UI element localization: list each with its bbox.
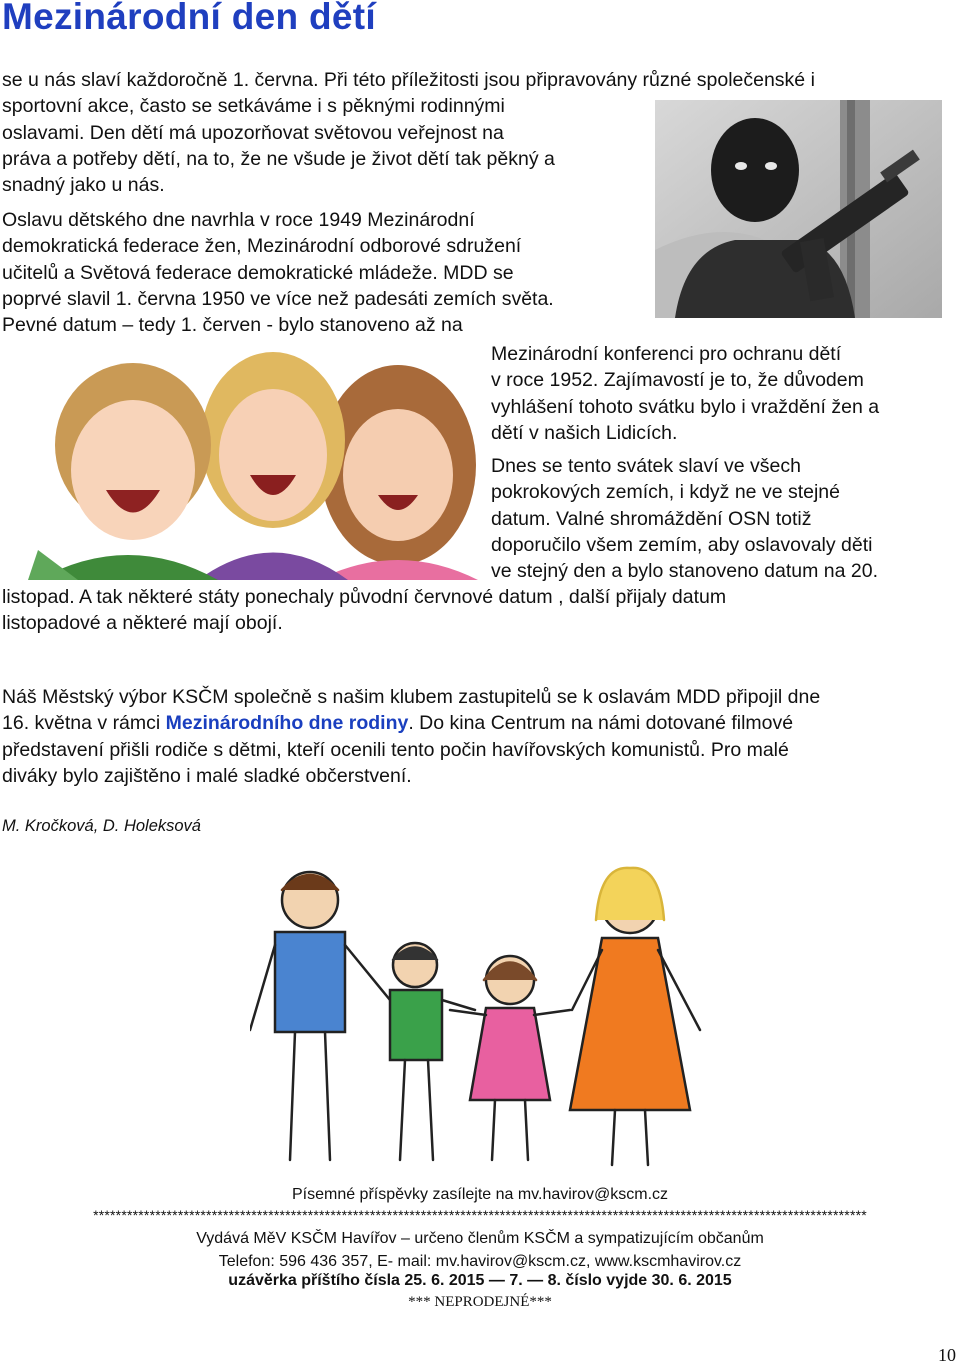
paragraph-local-event <box>2 684 820 789</box>
kids-photo <box>18 350 486 580</box>
page-number: 10 <box>938 1345 956 1365</box>
footer-submit: Písemné příspěvky zasílejte na mv.havirov@kscm.cz <box>291 1186 669 1203</box>
footer-publisher: Vydává MěV KSČM Havířov – určeno členům KSČM a sympatizujícím občanům <box>196 1230 764 1247</box>
text-fragment: . Do kina Centrum na námi dotované filmové <box>408 712 794 735</box>
page-title: Mezinárodní den dětí <box>2 0 376 37</box>
text-line: Mezinárodní konferenci pro ochranu dětí <box>491 343 842 365</box>
footer-deadline: uzávěrka příštího čísla 25. 6. 2015 — 7. — 8. číslo vyjde 30. 6. 2015 <box>228 1272 732 1289</box>
text-line: dětí v našich Lidicích. <box>491 421 678 444</box>
highlight-family-day: Mezinárodního dne rodiny <box>165 712 409 735</box>
text-line: listopadové a některé mají obojí. <box>2 612 283 635</box>
text-line: snadný jako u nás. <box>2 174 165 197</box>
text-line: ve stejný den a bylo stanoveno datum na 20. <box>491 560 879 583</box>
text-line: poprvé slavil 1. června 1950 ve více než padesáti zemích světa. <box>2 287 554 310</box>
text-line: v roce 1952. Zajímavostí je to, že důvodem <box>491 369 864 392</box>
paragraph-today-continued <box>2 584 726 637</box>
footer-separator: ***************************************************************************************************************************************** <box>93 1207 867 1223</box>
text-line: oslavami. Den dětí má upozorňovat světovou veřejnost na <box>2 121 504 144</box>
family-drawing <box>250 860 720 1190</box>
text-line: se u nás slaví každoročně 1. června. Při této příležitosti jsou připravovány různé společenské i <box>2 69 815 91</box>
authors: M. Kročková, D. Holeksová <box>2 817 201 835</box>
text-line: učitelů a Světová federace demokratické mládeže. MDD se <box>2 261 514 284</box>
text-line: diváky bylo zajištěno i malé sladké občerstvení. <box>2 764 412 787</box>
paragraph-history <box>2 207 554 338</box>
text-line: demokratická federace žen, Mezinárodní odborové sdružení <box>2 235 522 258</box>
text-line: sportovní akce, často se setkáváme i s pěknými rodinnými <box>2 95 505 118</box>
text-line: datum. Valné shromáždění OSN totiž <box>491 507 812 530</box>
text-line: Náš Městský výbor KSČM společně s našim klubem zastupitelů se k oslavám MDD připojil dne <box>2 686 821 708</box>
boy-photo <box>655 100 942 318</box>
footer-contact: Telefon: 596 436 357, E- mail: mv.havirov@kscm.cz, www.kscmhavirov.cz <box>218 1253 742 1270</box>
text-line: Dnes se tento svátek slaví ve všech <box>491 455 801 477</box>
paragraph-today <box>491 453 878 584</box>
text-line <box>2 710 820 736</box>
text-line: Oslavu dětského dne navrhla v roce 1949 Mezinárodní <box>2 209 475 231</box>
footer-not-for-sale: *** NEPRODEJNÉ*** <box>408 1294 552 1310</box>
text-line: představení přišli rodiče s dětmi, kteří ocenili tento počin havířovských komunistů. Pro malé <box>2 738 789 761</box>
text-line: listopad. A tak některé státy ponechaly původní červnové datum , další přijaly datum <box>2 586 727 608</box>
text-line: pokrokových zemích, i když ne ve stejné <box>491 481 840 504</box>
paragraph-history-continued <box>491 341 879 446</box>
text-line: doporučilo všem zemím, aby oslavovaly děti <box>491 533 873 556</box>
text-line: vyhlášení tohoto svátku bylo i vraždění žen a <box>491 395 880 418</box>
text-line: práva a potřeby dětí, na to, že ne všude je život dětí tak pěkný a <box>2 147 555 170</box>
text-fragment: 16. května v rámci <box>2 712 166 735</box>
text-line: Pevné datum – tedy 1. červen - bylo stanoveno až na <box>2 314 463 337</box>
